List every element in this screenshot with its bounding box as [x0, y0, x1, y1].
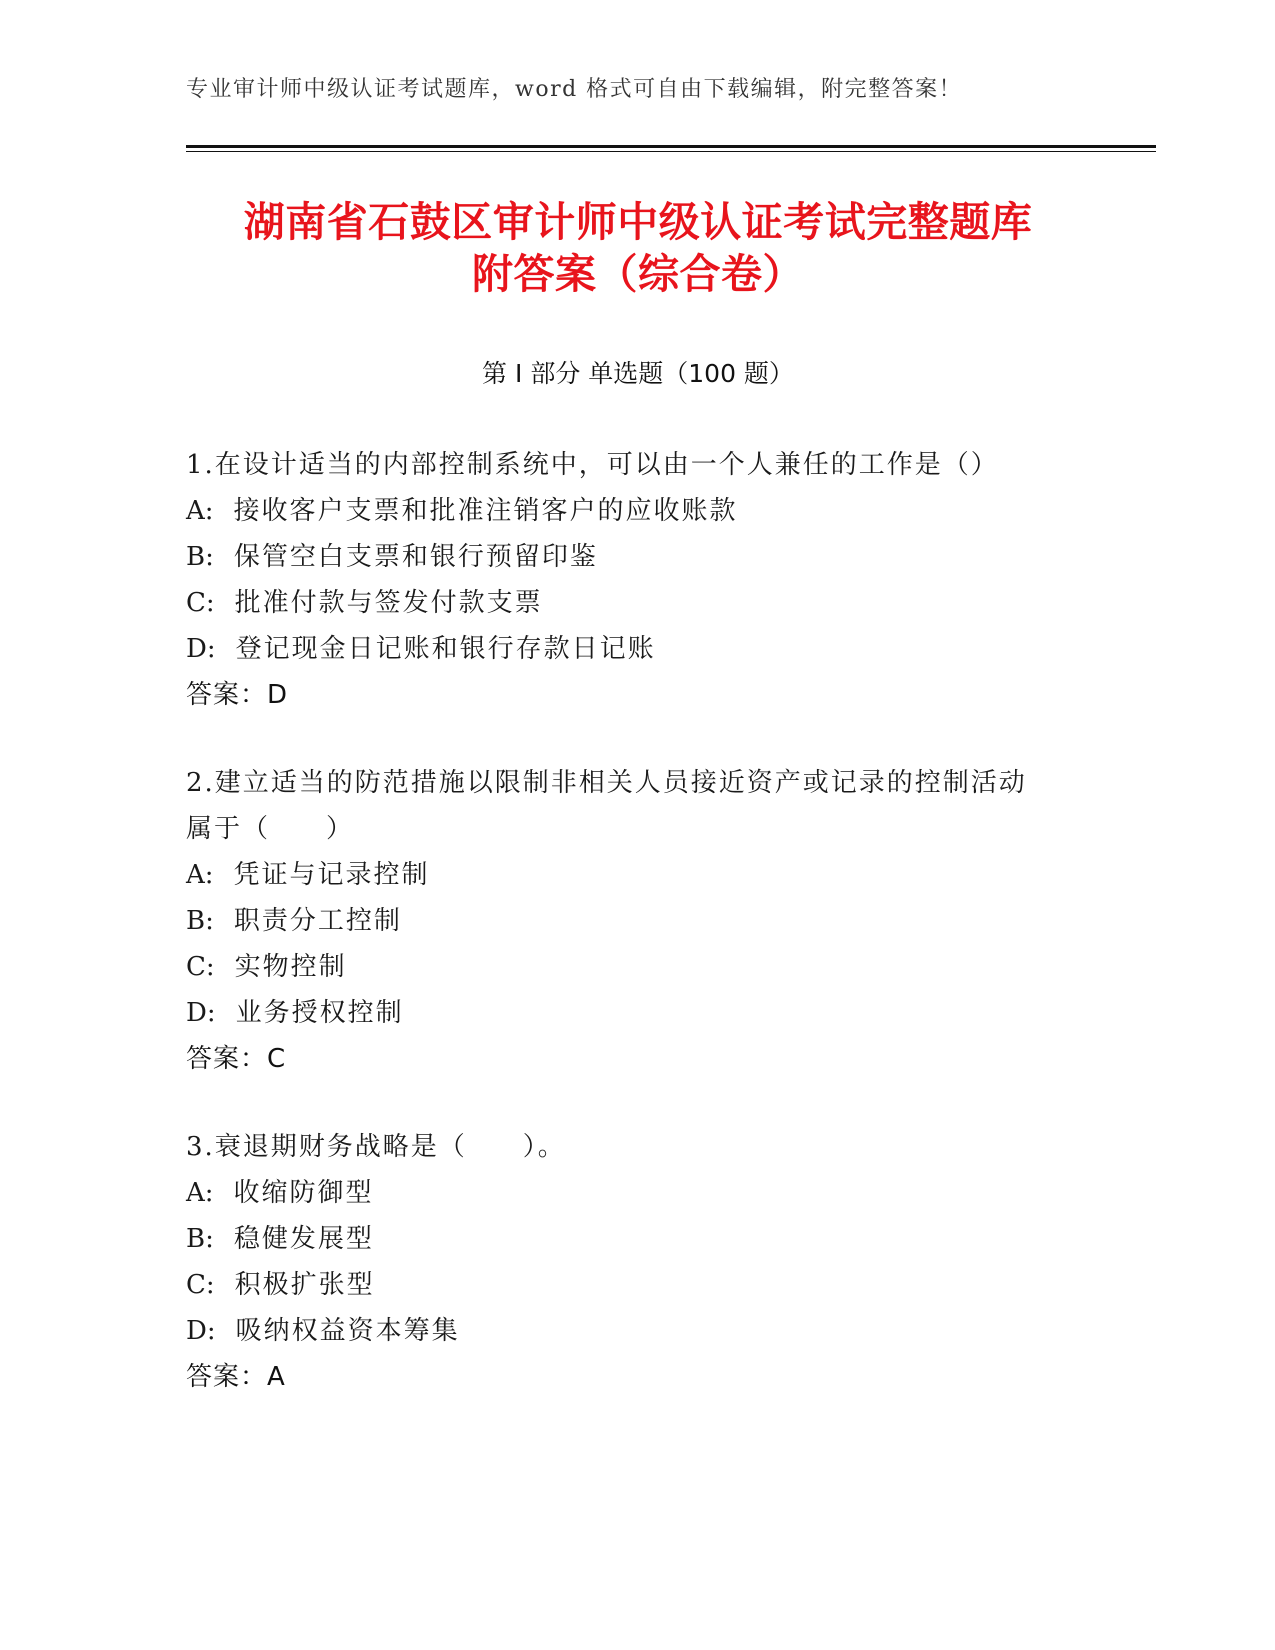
option-text: 批准付款与签发付款支票	[234, 588, 543, 618]
document-title-line-2: 附答案（综合卷）	[472, 250, 804, 298]
option-b	[186, 534, 1086, 580]
option-text: 职责分工控制	[233, 906, 402, 936]
option-letter: B:	[186, 1224, 214, 1254]
header-note: 专业审计师中级认证考试题库，word 格式可自由下载编辑，附完整答案！	[186, 77, 963, 102]
question-stem: 3.衰退期财务战略是（ ）。	[186, 1132, 566, 1162]
header-rule-thick	[186, 145, 1156, 148]
option-letter: B:	[186, 542, 214, 572]
option-letter: C:	[186, 1270, 215, 1300]
option-letter: D:	[186, 998, 216, 1028]
option-c	[186, 580, 1086, 626]
option-text: 凭证与记录控制	[233, 860, 430, 890]
option-letter: A:	[186, 496, 214, 526]
header-rule-thin	[186, 151, 1156, 152]
option-text: 吸纳权益资本筹集	[235, 1316, 460, 1346]
option-letter: C:	[186, 588, 215, 618]
option-text: 保管空白支票和银行预留印鉴	[233, 542, 598, 572]
option-text: 实物控制	[234, 952, 347, 982]
option-text: 积极扩张型	[234, 1270, 375, 1300]
option-b	[186, 898, 1086, 944]
option-letter: A:	[186, 860, 214, 890]
option-text: 接收客户支票和批准注销客户的应收账款	[233, 496, 738, 526]
question-stem: 1.在设计适当的内部控制系统中，可以由一个人兼任的工作是（）	[186, 450, 999, 480]
question-1	[186, 442, 1086, 718]
option-letter: A:	[186, 1178, 214, 1208]
option-b	[186, 1216, 1086, 1262]
option-letter: B:	[186, 906, 214, 936]
option-d	[186, 626, 1086, 672]
option-text: 登记现金日记账和银行存款日记账	[235, 634, 656, 664]
option-letter: D:	[186, 634, 216, 664]
option-a	[186, 488, 1086, 534]
option-c	[186, 944, 1086, 990]
option-d	[186, 990, 1086, 1036]
document-title	[186, 196, 1090, 300]
option-text: 业务授权控制	[235, 998, 404, 1028]
question-2	[186, 760, 1086, 1082]
option-letter: D:	[186, 1316, 216, 1346]
option-c	[186, 1262, 1086, 1308]
option-d	[186, 1308, 1086, 1354]
option-text: 稳健发展型	[233, 1224, 374, 1254]
option-a	[186, 1170, 1086, 1216]
question-stem-continued: 属于（ ）	[186, 814, 355, 844]
option-a	[186, 852, 1086, 898]
question-stem: 2.建立适当的防范措施以限制非相关人员接近资产或记录的控制活动	[186, 768, 1027, 798]
question-list	[186, 442, 1086, 1442]
section-title: 第 I 部分 单选题（100 题）	[482, 359, 794, 388]
option-text: 收缩防御型	[233, 1178, 374, 1208]
answer: 答案：D	[186, 680, 289, 710]
document-title-line-1: 湖南省石鼓区审计师中级认证考试完整题库	[243, 198, 1033, 246]
question-3	[186, 1124, 1086, 1400]
answer: 答案：A	[186, 1362, 286, 1392]
answer: 答案：C	[186, 1044, 287, 1074]
option-letter: C:	[186, 952, 215, 982]
